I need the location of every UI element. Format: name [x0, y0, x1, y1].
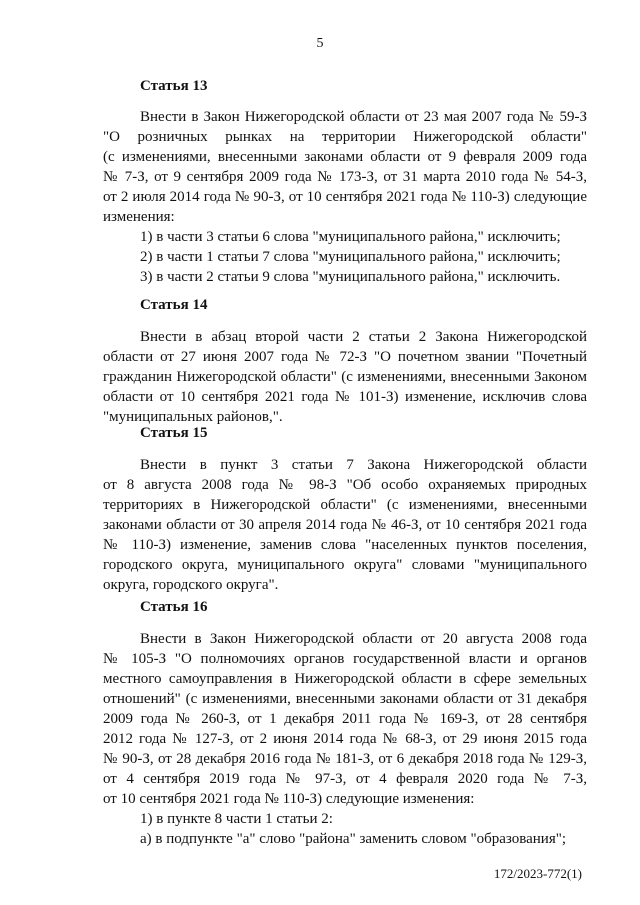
article-13-line: "О розничных рынках на территории Нижегородской области"	[103, 129, 587, 145]
article-15-line: от 8 августа 2008 года № 98-З "Об особо охраняемых природных	[103, 477, 587, 493]
article-14-line: области от 27 июня 2007 года № 72-З "О почетном звании "Почетный	[103, 349, 587, 365]
article-16-line: 2012 года № 127-З, от 2 июня 2014 года № 68-З, от 29 июня 2015 года	[103, 731, 587, 747]
article-15-line: № 110-З) изменение, заменив слова "населенных пунктов поселения,	[103, 537, 587, 553]
article-15-line: территориях в Нижегородской области" (с изменениями, внесенными	[103, 497, 587, 513]
article-15-line: законами области от 30 апреля 2014 года № 46-З, от 10 сентября 2021 года	[103, 517, 587, 533]
article-15-heading: Статья 15	[140, 425, 208, 441]
article-16-line: от 10 сентября 2021 года № 110-З) следующие изменения:	[103, 791, 475, 807]
article-13-line: (с изменениями, внесенными законами области от 9 февраля 2009 года	[103, 149, 587, 165]
article-16-item: а) в подпункте "а" слово "района" заменить словом "образования";	[140, 831, 567, 847]
article-14-line: Внести в абзац второй части 2 статьи 2 Закона Нижегородской	[140, 329, 587, 345]
article-16-line: отношений" (с изменениями, внесенными законами области от 31 декабря	[103, 691, 587, 707]
article-13-line: Внести в Закон Нижегородской области от 23 мая 2007 года № 59-З	[140, 109, 587, 125]
article-13-item: 1) в части 3 статьи 6 слова "муниципального района," исключить;	[140, 229, 561, 245]
article-15-line: Внести в пункт 3 статьи 7 Закона Нижегородской области	[140, 457, 587, 473]
article-14-heading: Статья 14	[140, 297, 208, 313]
footer-code: 172/2023-772(1)	[493, 866, 582, 881]
article-16-heading: Статья 16	[140, 599, 208, 615]
article-13-heading: Статья 13	[140, 78, 208, 94]
article-13-line: от 2 июля 2014 года № 90-З, от 10 сентября 2021 года № 110-З) следующие	[103, 189, 587, 205]
article-16-line: № 90-З, от 28 декабря 2016 года № 181-З, от 6 декабря 2018 года № 129-З,	[103, 751, 587, 767]
article-14-line: гражданин Нижегородской области" (с изменениями, внесенными Законом	[103, 369, 587, 385]
page-number: 5	[316, 36, 324, 51]
article-14-line: "муниципальных районов,".	[103, 409, 283, 425]
article-13-line: № 7-З, от 9 сентября 2009 года № 173-З, от 31 марта 2010 года № 54-З,	[103, 169, 587, 185]
article-13-item: 2) в части 1 статьи 7 слова "муниципального района," исключить;	[140, 249, 561, 265]
article-16-line: от 4 сентября 2019 года № 97-З, от 4 февраля 2020 года № 7-З,	[103, 771, 587, 787]
article-14-line: области от 10 сентября 2021 года № 101-З) изменение, исключив слова	[103, 389, 587, 405]
article-16-line: Внести в Закон Нижегородской области от 20 августа 2008 года	[140, 631, 587, 647]
article-16-item: 1) в пункте 8 части 1 статьи 2:	[140, 811, 333, 827]
article-16-line: № 105-З "О полномочиях органов государственной власти и органов	[103, 651, 587, 667]
article-16-line: 2009 года № 260-З, от 1 декабря 2011 года № 169-З, от 28 сентября	[103, 711, 587, 727]
article-16-line: местного самоуправления в Нижегородской области в сфере земельных	[103, 671, 587, 687]
article-15-line: городского округа, муниципального округа" словами "муниципального	[103, 557, 587, 573]
article-13-item: 3) в части 2 статьи 9 слова "муниципального района," исключить.	[140, 269, 561, 285]
article-13-line: изменения:	[103, 209, 175, 225]
article-15-line: округа, городского округа".	[103, 577, 279, 593]
